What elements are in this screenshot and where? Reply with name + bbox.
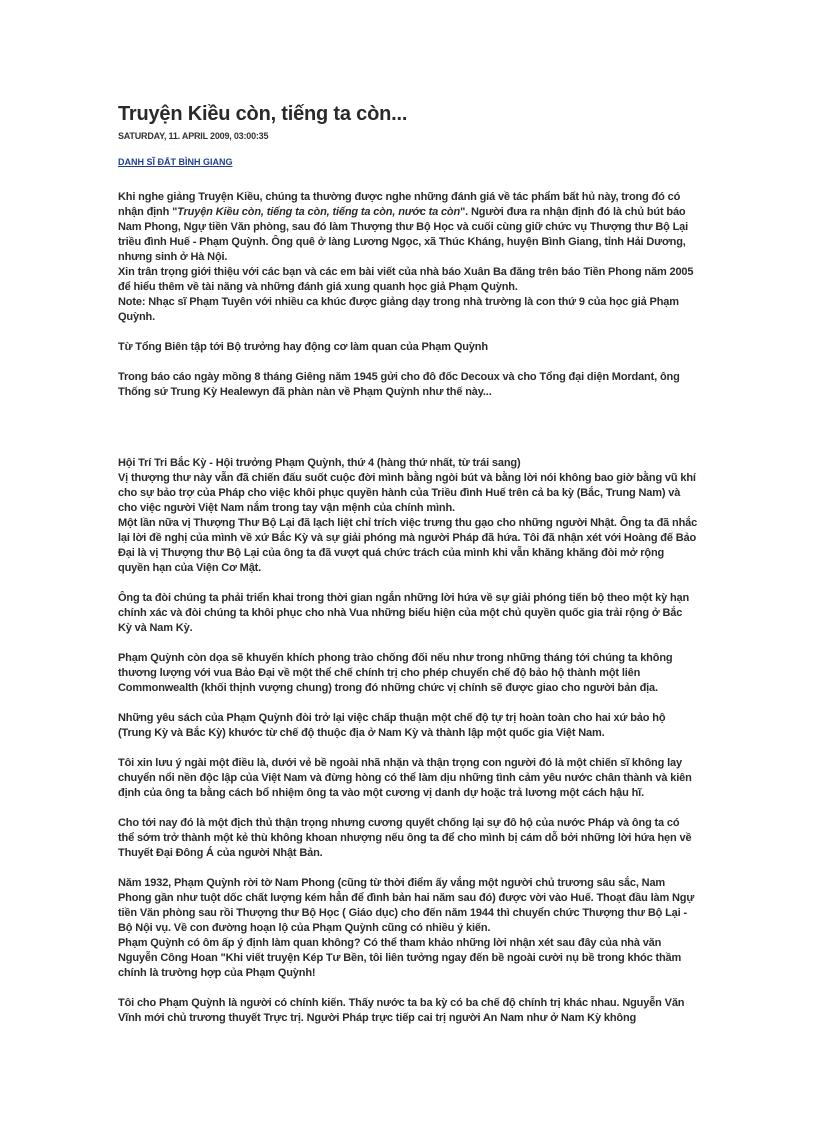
quote-paragraph-2: Một lần nữa vị Thượng Thư Bộ Lại đã lạch liệt chỉ trích việc trưng thu gạo cho những người Nhật. Ông ta đã nhắc lại lời đề nghị của mình về xứ Bắc Kỳ và sự giải phóng mà người Pháp đã hứa. Tôi đã nhận xét với Hoàng đế Bảo Đại là vị Thượng thư Bộ Lại của ông ta đã vượt quá chức trách của mình khi vẫn khăng khăng đòi mở rộng quyền hạn của Viện Cơ Mật. bbox=[118, 517, 698, 574]
report-paragraph: Trong báo cáo ngày mồng 8 tháng Giêng năm 1945 gửi cho đô đốc Decoux và cho Tổng đại diện Mordant, ông Thống sứ Trung Kỳ Healewyn đã phàn nàn về Phạm Quỳnh như thế này... bbox=[118, 371, 680, 398]
intro-paragraph-1 bbox=[118, 190, 698, 265]
quote-paragraph-1: Vị thượng thư này vẫn đã chiến đấu suốt cuộc đời mình bằng ngòi bút và bằng lời nói không bao giờ bằng vũ khí cho sự bảo trợ của Pháp cho việc khôi phục quyền hành của Triều đình Huế trên cả ba kỳ (Bắc, Trung Nam) và cho việc người Việt Nam nắm trong tay vận mệnh của chính mình. bbox=[118, 472, 696, 514]
narrative-paragraph-1: Năm 1932, Phạm Quỳnh rời tờ Nam Phong (cũng từ thời điểm ấy vắng một người chủ trương sâu sắc, Nam Phong gần như tuột dốc chất lượng kém hẳn để đình bản hai năm sau đó) được vời vào Huế. Thoạt đầu làm Ngự tiền Văn phòng sau rồi Thượng thư Bộ Học ( Giáo dục) cho đến năm 1944 thì chuyển chức Thượng thư Bộ Lại - Bộ Nội vụ. Về con đường hoạn lộ của Phạm Quỳnh cũng có nhiều ý kiến. bbox=[118, 877, 695, 934]
intro-note: Note: Nhạc sĩ Phạm Tuyên với nhiều ca khúc được giảng dạy trong nhà trường là con thứ 9 của học giả Phạm Quỳnh. bbox=[118, 296, 679, 323]
author-link[interactable]: DANH SĨ ĐẤT BÌNH GIANG bbox=[118, 157, 233, 167]
photo-caption: Hội Trí Tri Bắc Kỳ - Hội trưởng Phạm Quỳnh, thứ 4 (hàng thứ nhất, từ trái sang) bbox=[118, 457, 521, 469]
narrative-paragraph-2: Phạm Quỳnh có ôm ấp ý định làm quan không? Có thể tham khảo những lời nhận xét sau đây của nhà văn Nguyễn Công Hoan "Khi viết truyện Kép Tư Bền, tôi liên tưởng ngay đến bề ngoài cười nụ bề trong khóc thầm chính là trường hợp của Phạm Quỳnh! bbox=[118, 937, 682, 979]
quote-paragraph-4: Phạm Quỳnh còn dọa sẽ khuyến khích phong trào chống đối nếu như trong những tháng tới chúng ta không thương lượng với vua Bảo Đại về một thể chế chính trị cho phép chuyển chế độ bảo hộ thành một liên Commonwealth (khối thịnh vượng chung) trong đó những chức vị chính sẽ được giao cho người bản địa. bbox=[118, 652, 673, 694]
section-heading: Từ Tổng Biên tập tới Bộ trưởng hay động cơ làm quan của Phạm Quỳnh bbox=[118, 341, 488, 353]
intro-text-b: ". Người đưa ra nhận định đó là chủ bút báo Nam Phong, Ngự tiền Văn phòng, sau đó làm Thượng thư Bộ Học và cuối cùng giữ chức vụ Thượng thư Bộ Lại triều đình Huế - Phạm Quỳnh. Ông quê ở làng Lương Ngọc, xã Thúc Kháng, huyện Bình Giang, tỉnh Hải Dương, nhưng sinh ở Hà Nội. bbox=[118, 206, 689, 263]
article-date: SATURDAY, 11. APRIL 2009, 03:00:35 bbox=[118, 131, 269, 141]
intro-text-a: Khi nghe giảng Truyện Kiều, chúng ta thường được nghe những đánh giá về tác phẩm bất hủ này, trong đó có nhận định " bbox=[118, 191, 681, 218]
quote-paragraph-7: Cho tới nay đó là một địch thủ thận trọng nhưng cương quyết chống lại sự đô hộ của nước Pháp và ông ta có thể sớm trở thành một kẻ thù không khoan nhượng nếu ông ta để cho mình bị cám dỗ bởi những lời hứa hẹn về Thuyết Đại Đông Á của người Nhật Bản. bbox=[118, 817, 692, 859]
article-title: Truyện Kiều còn, tiếng ta còn... bbox=[118, 103, 408, 125]
intro-paragraph-2: Xin trân trọng giới thiệu với các bạn và các em bài viết của nhà báo Xuân Ba đăng trên báo Tiền Phong năm 2005 để hiểu thêm về tài năng và những đánh giá xung quanh học giả Phạm Quỳnh. bbox=[118, 266, 694, 293]
quote-paragraph-5: Những yêu sách của Phạm Quỳnh đòi trở lại việc chấp thuận một chế độ tự trị hoàn toàn cho hai xứ bảo hộ (Trung Kỳ và Bắc Kỳ) khước từ chế độ thuộc địa ở Nam Kỳ và thành lập một quốc gia Việt Nam. bbox=[118, 712, 666, 739]
article-body bbox=[118, 190, 698, 1026]
quote-paragraph-6: Tôi xin lưu ý ngài một điều là, dưới vẻ bề ngoài nhã nhặn và thận trọng con người đó là một chiến sĩ không lay chuyển nổi nền độc lập của Việt Nam và đừng hòng có thể làm dịu những tình cảm yêu nước chân thành và kiên định của ông ta bằng cách bổ nhiệm ông ta vào một cương vị danh dự hoặc trả lương một cách hậu hĩ. bbox=[118, 757, 692, 799]
intro-quote: Truyện Kiều còn, tiếng ta còn, tiếng ta còn, nước ta còn bbox=[177, 206, 461, 218]
quote-paragraph-3: Ông ta đòi chúng ta phải triển khai trong thời gian ngắn những lời hứa về sự giải phóng tiến bộ theo một kỳ hạn chính xác và đòi chúng ta khôi phục cho nhà Vua những biểu hiện của một chủ quyền quốc gia trải rộng ở Bắc Kỳ và Nam Kỳ. bbox=[118, 592, 690, 634]
narrative-paragraph-3: Tôi cho Phạm Quỳnh là người có chính kiến. Thấy nước ta ba kỳ có ba chế độ chính trị khác nhau. Nguyễn Văn Vĩnh mới chủ trương thuyết Trực trị. Người Pháp trực tiếp cai trị người An Nam như ở Nam Kỳ không bbox=[118, 997, 685, 1024]
